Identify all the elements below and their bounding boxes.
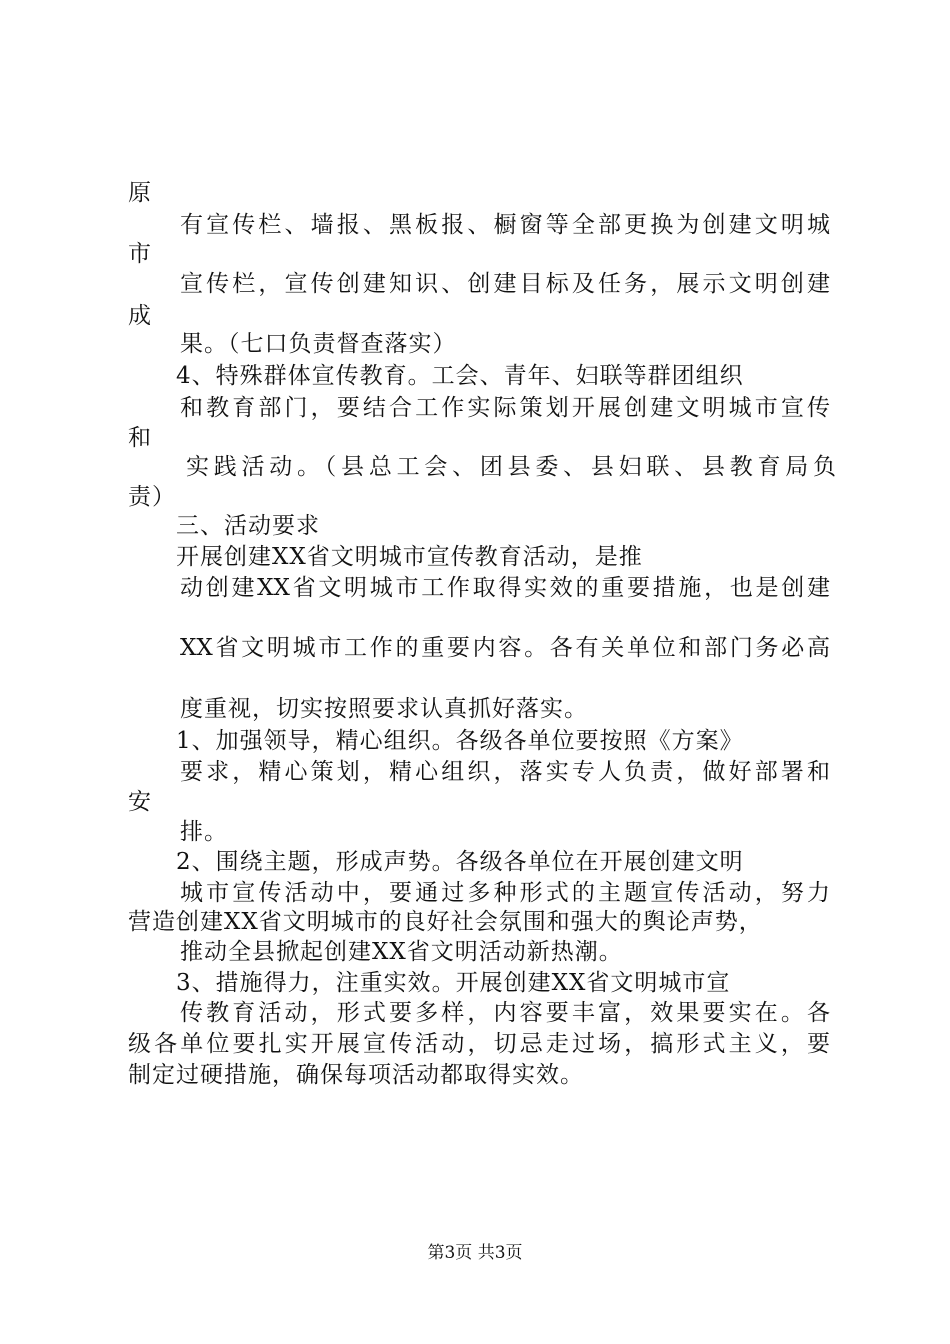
text-line-6: 果。（七口负责督查落实）: [180, 331, 457, 357]
text-line-17: 1、加强领导，精心组织。各级各单位要按照《方案》: [176, 728, 744, 754]
text-line-15: XX省文明城市工作的重要内容。各有关单位和部门务必高: [180, 635, 830, 661]
text-line-12: 三、活动要求: [176, 513, 320, 539]
text-line-7: 4、特殊群体宣传教育。工会、青年、妇联等群团组织: [176, 363, 744, 389]
text-line-24: 推动全县掀起创建XX省文明活动新热潮。: [180, 939, 623, 965]
text-line-26: 传教育活动，形式要多样，内容要丰富，效果要实在。各: [180, 1000, 830, 1026]
page-number-footer: 第3页 共3页: [427, 1243, 523, 1263]
text-line-27: 级各单位要扎实开展宣传活动，切忌走过场，搞形式主义，要: [128, 1031, 830, 1057]
text-line-1: 原: [128, 180, 152, 206]
text-line-23: 营造创建XX省文明城市的良好社会氛围和强大的舆论声势，: [128, 909, 763, 935]
text-line-16: 度重视，切实按照要求认真抓好落实。: [180, 696, 588, 722]
text-line-13: 开展创建XX省文明城市宣传教育活动，是推: [176, 544, 643, 570]
text-line-18: 要求，精心策划，精心组织，落实专人负责，做好部署和: [180, 759, 830, 785]
text-line-11: 责）: [128, 484, 176, 510]
text-line-10: 实践活动。（县总工会、团县委、县妇联、县教育局负: [186, 454, 836, 480]
text-line-22: 城市宣传活动中，要通过多种形式的主题宣传活动，努力: [180, 880, 830, 906]
text-line-2: 有宣传栏、墙报、黑板报、橱窗等全部更换为创建文明城: [180, 212, 830, 238]
text-line-28: 制定过硬措施，确保每项活动都取得实效。: [128, 1062, 584, 1088]
text-line-3: 市: [128, 241, 152, 267]
text-line-20: 排。: [180, 819, 228, 845]
text-line-9: 和: [128, 425, 152, 451]
text-line-5: 成: [128, 303, 152, 329]
text-line-14: 动创建XX省文明城市工作取得实效的重要措施，也是创建: [180, 575, 830, 601]
text-line-8: 和教育部门，要结合工作实际策划开展创建文明城市宣传: [180, 395, 830, 421]
text-line-21: 2、围绕主题，形成声势。各级各单位在开展创建文明: [176, 849, 744, 875]
text-line-25: 3、措施得力，注重实效。开展创建XX省文明城市宣: [176, 970, 731, 996]
text-line-4: 宣传栏，宣传创建知识、创建目标及任务，展示文明创建: [180, 271, 830, 297]
text-line-19: 安: [128, 789, 152, 815]
